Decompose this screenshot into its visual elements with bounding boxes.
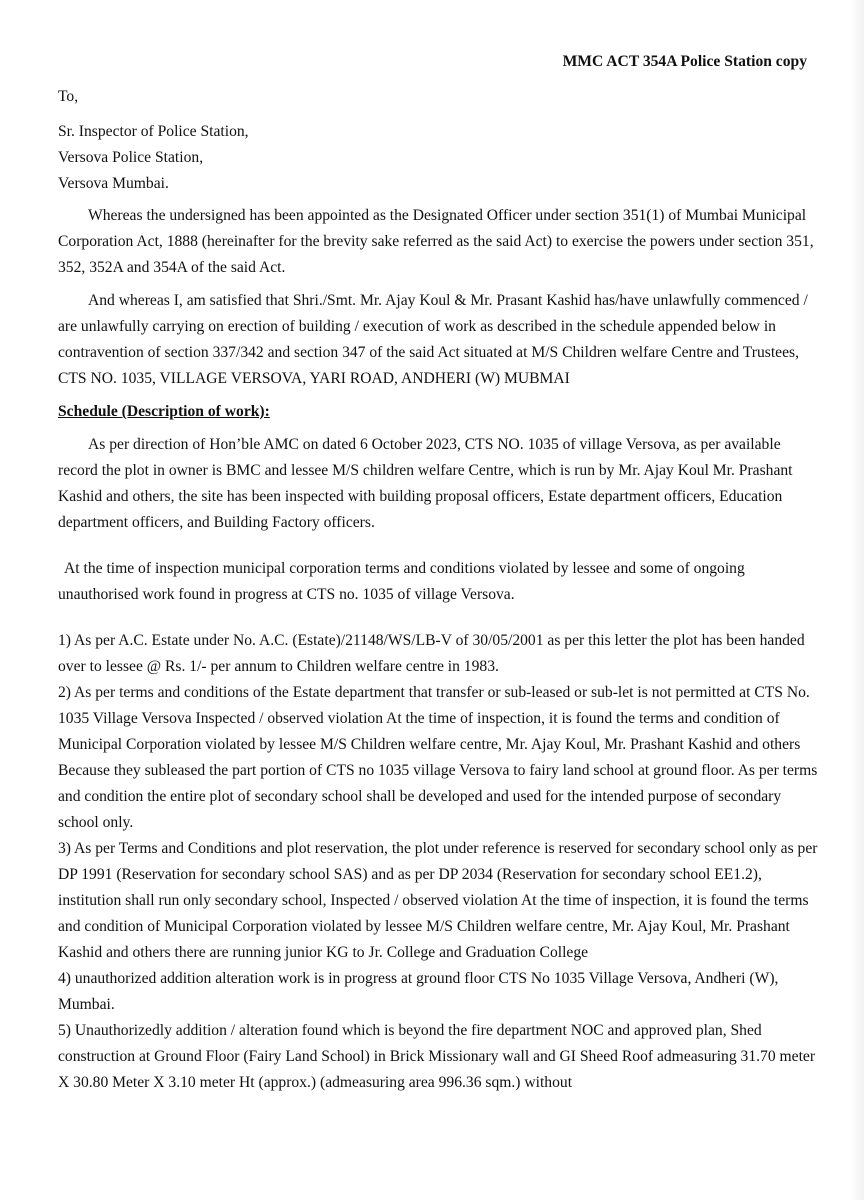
list-item: 1) As per A.C. Estate under No. A.C. (Estate)/21148/WS/LB-V of 30/05/2001 as per this letter the plot has been handed over to lessee @ Rs. 1/- per annum to Children welfare centre in 1983. xyxy=(58,632,805,675)
paragraph-inspection: At the time of inspection municipal corporation terms and conditions violated by lessee and some of ongoing unauthorised work found in progress at CTS no. 1035 of village Versova. xyxy=(58,560,745,603)
list-item: 2) As per terms and conditions of the Estate department that transfer or sub-leased or sub-let is not permitted at CTS No. 1035 Village Versova Inspected / observed violation At the time of inspection, it is found the terms and condition of Municipal Corporation violated by lessee M/S Children welfare centre, Mr. Ajay Koul, Mr. Prashant Kashid and others Because they subleased the part portion of CTS no 1035 village Versova to fairy land school at ground floor. As per terms and condition the entire plot of secondary school shall be developed and used for the intended purpose of secondary school only. xyxy=(58,684,818,831)
address-line: Versova Mumbai. xyxy=(58,175,169,192)
list-item: 4) unauthorized addition alteration work is in progress at ground floor CTS No 1035 Village Versova, Andheri (W), Mumbai. xyxy=(58,970,779,1013)
address-block xyxy=(58,84,818,197)
address-line: Sr. Inspector of Police Station, xyxy=(58,123,249,140)
paragraph-satisfaction: And whereas I, am satisfied that Shri./Smt. Mr. Ajay Koul & Mr. Prasant Kashid has/have unlawfully commenced / are unlawfully carrying on erection of building / execution of work as described in the schedule appended below in contravention of section 337/342 and section 347 of the said Act situated at M/S Children welfare Centre and Trustees, CTS NO. 1035, VILLAGE VERSOVA, YARI ROAD, ANDHERI (W) MUBMAI xyxy=(58,292,808,387)
salutation: To, xyxy=(58,88,79,105)
schedule-heading: Schedule (Description of work): xyxy=(58,403,270,420)
document-header-title: MMC ACT 354A Police Station copy xyxy=(562,53,807,70)
paragraph-direction: As per direction of Hon’ble AMC on dated 6 October 2023, CTS NO. 1035 of village Versova, as per available record the plot in owner is BMC and lessee M/S children welfare Centre, which is run by Mr. Ajay Koul Mr. Prashant Kashid and others, the site has been inspected with building proposal officers, Estate department officers, Education department officers, and Building Factory officers. xyxy=(58,436,793,531)
paragraph-appointment: Whereas the undersigned has been appointed as the Designated Officer under section 351(1) of Mumbai Municipal Corporation Act, 1888 (hereinafter for the brevity sake referred as the said Act) to exercise the powers under section 351, 352, 352A and 354A of the said Act. xyxy=(58,207,814,276)
page-edge-shadow xyxy=(850,0,864,1200)
list-item: 3) As per Terms and Conditions and plot reservation, the plot under reference is reserved for secondary school only as per DP 1991 (Reservation for secondary school SAS) and as per DP 2034 (Reservation for secondary school EE1.2), institution shall run only secondary school, Inspected / observed violation At the time of inspection, it is found the terms and condition of Municipal Corporation violated by lessee M/S Children welfare centre, Mr. Ajay Koul, Mr. Prashant Kashid and others there are running junior KG to Jr. College and Graduation College xyxy=(58,840,818,961)
list-item: 5) Unauthorizedly addition / alteration found which is beyond the fire department NOC and approved plan, Shed construction at Ground Floor (Fairy Land School) in Brick Missionary wall and GI Sheed Roof admeasuring 31.70 meter X 30.80 Meter X 3.10 meter Ht (approx.) (admeasuring area 996.36 sqm.) without xyxy=(58,1022,816,1091)
address-line: Versova Police Station, xyxy=(58,149,204,166)
document-body xyxy=(58,203,818,1096)
